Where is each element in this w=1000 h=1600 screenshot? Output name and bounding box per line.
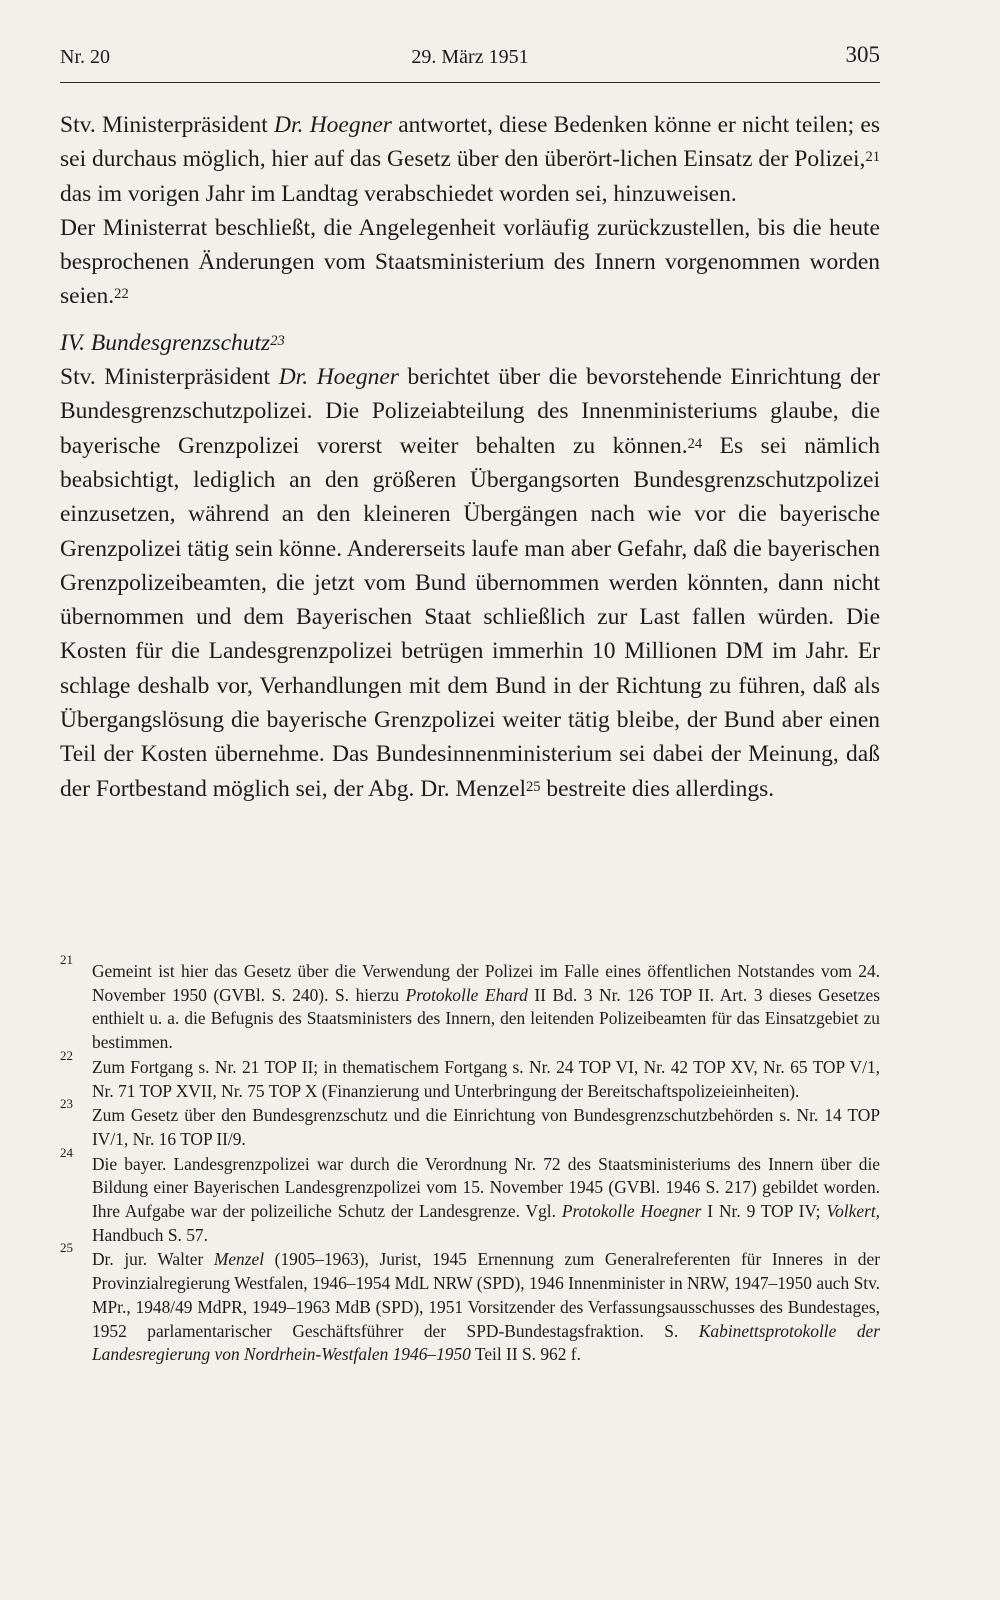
paragraph: Stv. Ministerpräsident Dr. Hoegner berichtet über die bevorstehende Einrichtung der Bundesgrenzschutzpolizei. Die Polizeiabteilung des Innenministeriums glaube, die bayerische Grenzpolizei vorerst weiter behalten zu können.$^{24}$ Es sei nämlich beabsichtigt, lediglich an den größeren Übergangsorten Bundesgrenzschutzpolizei einzusetzen, während an den kleineren Übergängen nach wie vor die bayerische Grenzpolizei tätig sein könne. Andererseits laufe man aber Gefahr, daß die bayerischen Grenzpolizeibeamten, die jetzt vom Bund übernommen werden könnten, dann nicht übernommen und dem Bayerischen Staat schließlich zur Last fallen würden. Die Kosten für die Landesgrenzpolizei betrügen immerhin 10 Millionen DM im Jahr. Er schlage deshalb vor, Verhandlungen mit dem Bund in der Richtung zu führen, daß als Übergangslösung die bayerische Grenzpolizei weiter tätig bleibe, der Bund aber einen Teil der Kosten übernehme. Das Bundesinnenministerium sei dabei der Meinung, daß der Fortbestand möglich sei, der Abg. Dr. Menzel$^{25}$ bestreite dies allerdings. [60,364,880,802]
footnote: 22 Zum Fortgang s. Nr. 21 TOP II; in thematischem Fortgang s. Nr. 24 TOP VI, Nr. 42 TOP XV, Nr. 65 TOP V/1, Nr. 71 TOP XVII, Nr. 75 TOP X (Finanzierung und Unterbringung der Bereitschaftspolizeieinheiten). [60,1047,880,1101]
footnote-ref: 24 [687,435,703,452]
header-rule [60,82,880,83]
person-name: Dr. Hoegner [274,112,392,138]
footnote: 24 Die bayer. Landesgrenzpolizei war durch die Verordnung Nr. 72 des Staatsministeriums des Innern über die Bildung einer Bayerischen Landesgrenzpolizei vom 15. November 1945 (GVBl. 1946 S. 217) gebildet worden. Ihre Aufgabe war der polizeiliche Schutz der Landesgrenze. Vgl. Protokolle Hoegner I Nr. 9 TOP IV; Volkert, Handbuch S. 57. [60,1144,881,1245]
footnote-ref: 25 [525,778,541,795]
running-header [60,42,880,78]
paragraph: Der Ministerrat beschließt, die Angelegenheit vorläufig zurückzustellen, bis die heute besprochenen Änderungen vom Staatsministerium des Innern vorgenommen worden seien.$^{22}$ [60,214,880,310]
footnote: 21 Gemeint ist hier das Gesetz über die Verwendung der Polizei im Falle eines öffentlichen Notstandes vom 24. November 1950 (GVBl. S. 240). S. hierzu Protokolle Ehard II Bd. 3 Nr. 126 TOP II. Art. 3 dieses Gesetzes enthielt u. a. die Befugnis des Staatsministers des Innern, den leitenden Polizeibeamten für das Einsatzgebiet zu bestimmen. [60,952,880,1053]
paragraph: Stv. Ministerpräsident Dr. Hoegner antwortet, diese Bedenken könne er nicht teilen; es sei durchaus möglich, hier auf das Gesetz über den überört-lichen Einsatz der Polizei,$^{21}$ das im vorigen Jahr im Landtag verabschiedet worden sei, hinzuweisen. [60,112,880,207]
document-number: Nr. 20 [60,46,110,68]
header-date: 29. März 1951 [411,46,529,68]
footnote-ref: 22 [114,286,129,303]
person-name: Dr. Hoegner [278,364,399,391]
section-heading: IV. Bundesgrenzschutz$^{23}$ [60,329,285,356]
footnotes [60,952,881,1368]
page-number: 305 [845,42,880,67]
document-page [60,0,880,1600]
footnote: 25 Dr. jur. Walter Menzel (1905–1963), Jurist, 1945 Ernennung zum Generalreferenten für Inneres in der Provinzialregierung Westfalen, 1946–1954 MdL NRW (SPD), 1946 Innenminister in NRW, 1947–1950 auch Stv. MPr., 1948/49 MdPR, 1949–1963 MdB (SPD), 1951 Vorsitzender des Verfassungsausschusses des Bundestages, 1952 parlamentarischer Geschäftsführer der SPD-Bundestagsfraktion. S. Kabinettsprotokolle der Landesregierung von Nordrhein-Westfalen 1946–1950 Teil II S. 962 f. [60,1240,880,1365]
footnote-ref: 23 [270,332,285,349]
footnote: 23 Zum Gesetz über den Bundesgrenzschutz und die Einrichtung von Bundesgrenzschutzbehörden s. Nr. 14 TOP IV/1, Nr. 16 TOP II/9. [60,1096,880,1149]
body-text [60,108,880,806]
footnote-ref: 21 [865,149,880,166]
